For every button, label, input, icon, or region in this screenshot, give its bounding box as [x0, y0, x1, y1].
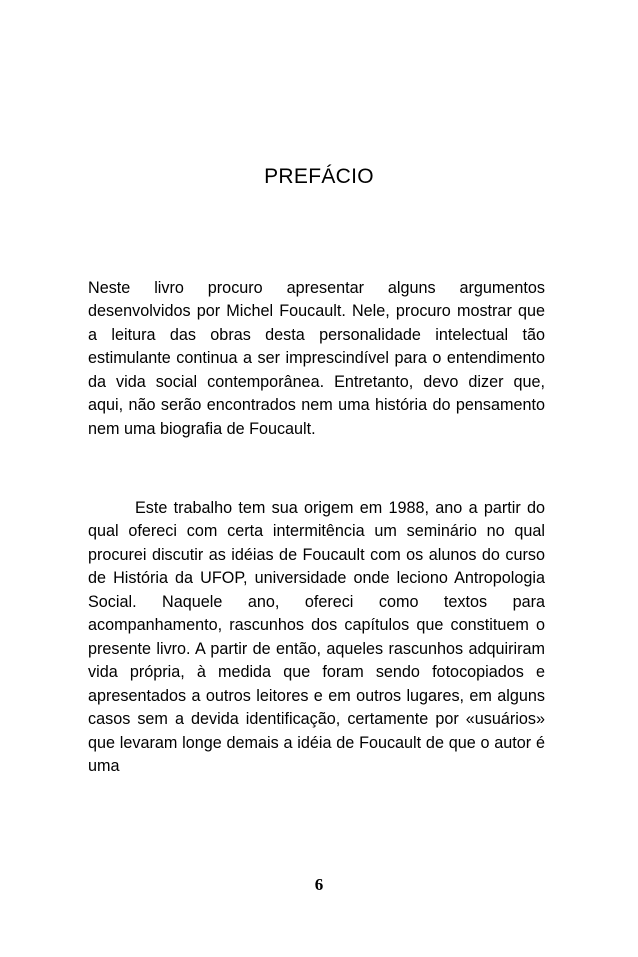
paragraph-intro: Neste livro procuro apresentar alguns argumentos desenvolvidos por Michel Foucault. Nele, procuro mostrar que a leitura das obras desta personalidade intelectual tão estimulante continua a ser imprescindível para o entendimento da vida social contemporânea. Entretanto, devo dizer que, aqui, não serão encontrados nem uma história do pensamento nem uma biografia de Foucault. [88, 279, 545, 438]
paragraph-origin: Este trabalho tem sua origem em 1988, ano a partir do qual ofereci com certa intermitência um seminário no qual procurei discutir as idéias de Foucault com os alunos do curso de História da UFOP, universidade onde leciono Antropologia Social. Naquele ano, ofereci como textos para acompanhamento, rascunhos dos capítulos que constituem o presente livro. A partir de então, aqueles rascunhos adquiriram vida própria, à medida que foram sendo fotocopiados e apresentados a outros leitores e em outros lugares, em alguns casos sem a devida identificação, certamente por «usuários» que levaram longe demais a idéia de Foucault de que o autor é uma [88, 499, 545, 775]
page-number: 6 [314, 875, 324, 894]
page-title: PREFÁCIO [264, 165, 374, 188]
